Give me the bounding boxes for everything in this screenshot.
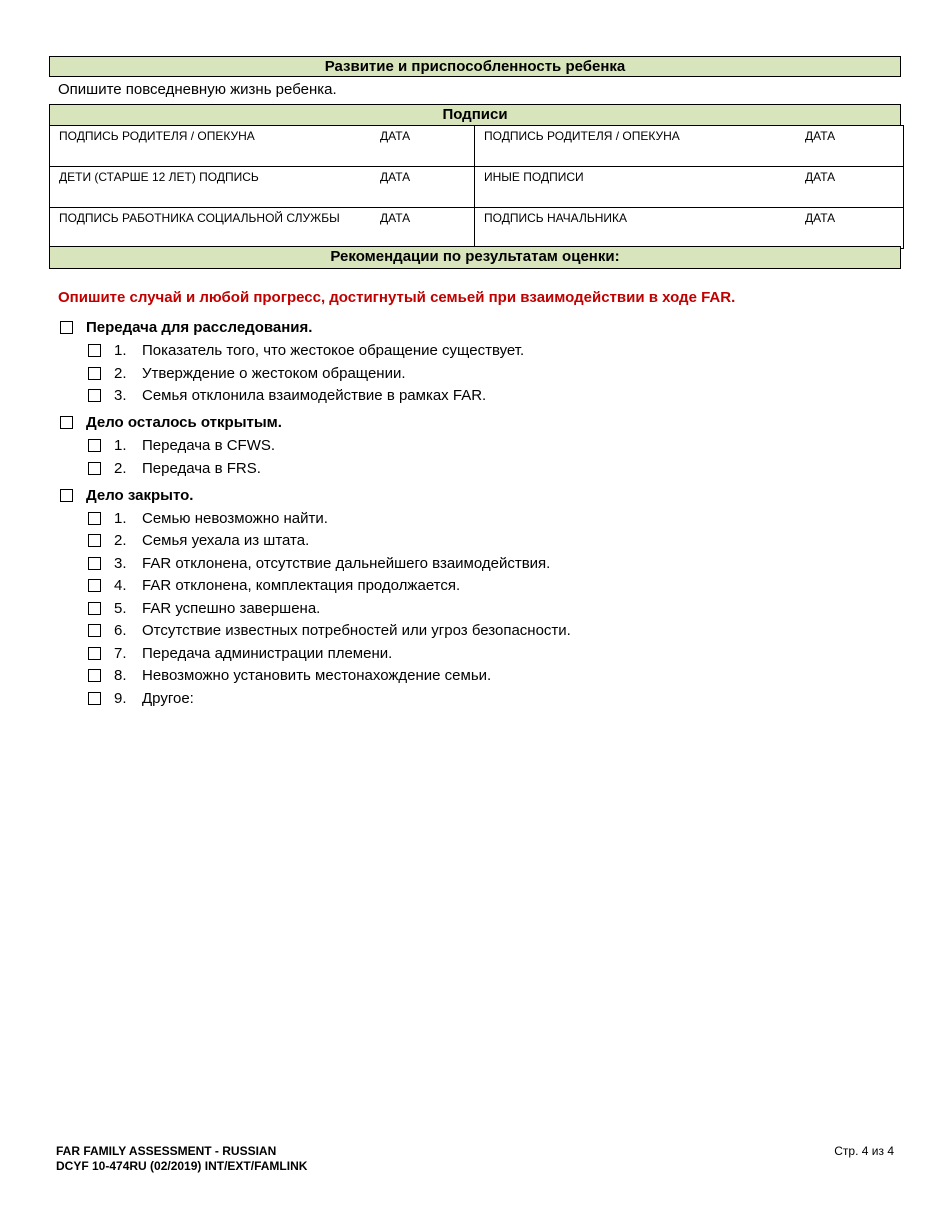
item-label: Передача в FRS. <box>142 460 261 477</box>
item-number: 1. <box>114 437 127 454</box>
item-checkbox[interactable] <box>88 669 101 682</box>
date-label: ДАТА <box>380 129 411 143</box>
item-label: FAR успешно завершена. <box>142 600 321 617</box>
date-label: ДАТА <box>380 211 411 225</box>
item-label: Отсутствие известных потребностей или угроз безопасности. <box>142 622 571 639</box>
item-checkbox[interactable] <box>88 579 101 592</box>
signature-label: ПОДПИСЬ РАБОТНИКА СОЦИАЛЬНОЙ СЛУЖБЫ <box>59 211 340 225</box>
item-number: 6. <box>114 622 127 639</box>
form-number: DCYF 10-474RU (02/2019) INT/EXT/FAMLINK <box>56 1159 308 1173</box>
item-number: 2. <box>114 460 127 477</box>
item-number: 2. <box>114 365 127 382</box>
item-label: Другое: <box>142 690 194 707</box>
item-label: Показатель того, что жестокое обращение существует. <box>142 342 525 359</box>
section-title: Дело осталось открытым. <box>86 414 282 431</box>
case-closed-checkbox[interactable] <box>60 489 73 502</box>
item-number: 1. <box>114 510 127 527</box>
item-checkbox[interactable] <box>88 602 101 615</box>
item-label: Семью невозможно найти. <box>142 510 328 527</box>
item-label: FAR отклонена, отсутствие дальнейшего взаимодействия. <box>142 555 551 572</box>
date-label: ДАТА <box>805 170 836 184</box>
item-number: 5. <box>114 600 127 617</box>
item-number: 3. <box>114 387 127 404</box>
signature-cell[interactable] <box>475 126 904 167</box>
item-checkbox[interactable] <box>88 624 101 637</box>
date-label: ДАТА <box>805 129 836 143</box>
signature-label: ПОДПИСЬ РОДИТЕЛЯ / ОПЕКУНА <box>59 129 255 143</box>
item-label: Утверждение о жестоком обращении. <box>142 365 406 382</box>
item-number: 4. <box>114 577 127 594</box>
section-title: Передача для расследования. <box>86 319 313 336</box>
child-development-header: Развитие и приспособленность ребенка <box>49 56 901 77</box>
item-checkbox[interactable] <box>88 389 101 402</box>
recommendations-header: Рекомендации по результатам оценки: <box>49 246 901 269</box>
signature-label: ДЕТИ (СТАРШЕ 12 ЛЕТ) ПОДПИСЬ <box>59 170 259 184</box>
item-label: Невозможно установить местонахождение семьи. <box>142 667 492 684</box>
item-checkbox[interactable] <box>88 692 101 705</box>
item-checkbox[interactable] <box>88 367 101 380</box>
case-open-checkbox[interactable] <box>60 416 73 429</box>
signature-cell[interactable] <box>475 208 904 249</box>
item-checkbox[interactable] <box>88 462 101 475</box>
item-number: 1. <box>114 342 127 359</box>
signature-cell[interactable] <box>475 167 904 208</box>
signature-label: ИНЫЕ ПОДПИСИ <box>484 170 584 184</box>
item-number: 8. <box>114 667 127 684</box>
signature-label: ПОДПИСЬ НАЧАЛЬНИКА <box>484 211 627 225</box>
signature-cell[interactable] <box>50 126 475 167</box>
item-label: FAR отклонена, комплектация продолжается. <box>142 577 461 594</box>
item-number: 9. <box>114 690 127 707</box>
signature-cell[interactable] <box>50 208 475 249</box>
referral-investigation-checkbox[interactable] <box>60 321 73 334</box>
item-label: Семья отклонила взаимодействие в рамках FAR. <box>142 387 487 404</box>
item-checkbox[interactable] <box>88 557 101 570</box>
signature-cell[interactable] <box>50 167 475 208</box>
form-title: FAR FAMILY ASSESSMENT - RUSSIAN <box>56 1144 277 1158</box>
date-label: ДАТА <box>380 170 411 184</box>
item-number: 7. <box>114 645 127 662</box>
item-checkbox[interactable] <box>88 534 101 547</box>
item-number: 2. <box>114 532 127 549</box>
item-label: Передача в CFWS. <box>142 437 276 454</box>
date-label: ДАТА <box>805 211 836 225</box>
item-number: 3. <box>114 555 127 572</box>
item-checkbox[interactable] <box>88 647 101 660</box>
item-checkbox[interactable] <box>88 344 101 357</box>
child-development-prompt: Опишите повседневную жизнь ребенка. <box>58 81 337 98</box>
section-title: Дело закрыто. <box>86 487 194 504</box>
signatures-table <box>49 125 904 249</box>
instruction-text: Опишите случай и любой прогресс, достигнутый семьей при взаимодействии в ходе FAR. <box>58 289 736 306</box>
item-label: Семья уехала из штата. <box>142 532 310 549</box>
signatures-header: Подписи <box>49 104 901 126</box>
signature-label: ПОДПИСЬ РОДИТЕЛЯ / ОПЕКУНА <box>484 129 680 143</box>
page-number: Стр. 4 из 4 <box>834 1144 894 1158</box>
item-checkbox[interactable] <box>88 512 101 525</box>
item-checkbox[interactable] <box>88 439 101 452</box>
item-label: Передача администрации племени. <box>142 645 393 662</box>
